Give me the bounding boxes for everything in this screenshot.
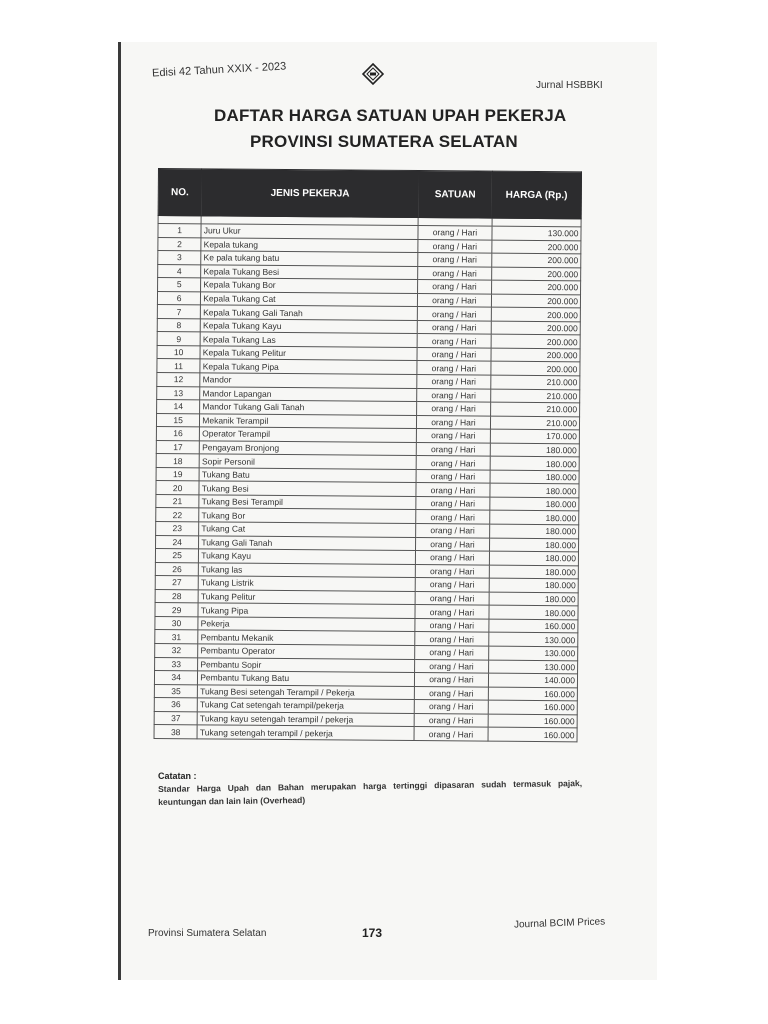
row-unit: orang / Hari bbox=[415, 578, 488, 592]
row-unit: orang / Hari bbox=[416, 537, 489, 551]
row-price: 180.000 bbox=[489, 497, 579, 511]
wage-table bbox=[154, 168, 582, 742]
row-no: 30 bbox=[155, 616, 198, 630]
row-unit: orang / Hari bbox=[416, 524, 489, 538]
footer-province: Provinsi Sumatera Selatan bbox=[148, 928, 267, 939]
edition-label: Edisi 42 Tahun XXIX - 2023 bbox=[151, 60, 287, 80]
row-price: 180.000 bbox=[489, 524, 579, 538]
row-price: 180.000 bbox=[490, 443, 580, 457]
row-job-type: Kepala Tukang Gali Tanah bbox=[201, 305, 418, 320]
diamond-emblem-icon bbox=[362, 63, 384, 85]
row-unit: orang / Hari bbox=[418, 253, 491, 267]
row-no: 20 bbox=[156, 481, 199, 495]
row-no: 23 bbox=[156, 522, 199, 536]
row-unit: orang / Hari bbox=[416, 510, 489, 524]
row-job-type: Kepala Tukang Las bbox=[200, 332, 417, 347]
row-unit: orang / Hari bbox=[417, 429, 490, 443]
row-price: 210.000 bbox=[490, 389, 580, 403]
row-price: 200.000 bbox=[491, 348, 581, 362]
row-no: 33 bbox=[155, 657, 198, 671]
row-no: 12 bbox=[157, 373, 200, 387]
row-unit: orang / Hari bbox=[415, 618, 488, 632]
row-price: 180.000 bbox=[489, 551, 579, 565]
row-no: 37 bbox=[154, 711, 197, 725]
row-unit: orang / Hari bbox=[414, 700, 487, 714]
row-unit: orang / Hari bbox=[415, 686, 488, 700]
notes-label: Catatan : bbox=[158, 771, 197, 781]
row-unit: orang / Hari bbox=[415, 673, 488, 687]
row-no: 11 bbox=[157, 359, 200, 373]
header-job-type: JENIS PEKERJA bbox=[201, 169, 418, 218]
row-job-type: Pembantu Tukang Batu bbox=[198, 671, 415, 686]
row-no: 3 bbox=[158, 251, 201, 265]
row-unit: orang / Hari bbox=[417, 388, 490, 402]
row-price: 180.000 bbox=[490, 456, 580, 470]
row-job-type: Pembantu Operator bbox=[198, 644, 415, 659]
row-unit: orang / Hari bbox=[417, 347, 490, 361]
row-no: 2 bbox=[158, 237, 201, 251]
row-job-type: Pengayam Bronjong bbox=[200, 441, 417, 456]
row-no: 38 bbox=[154, 725, 197, 739]
row-price: 160.000 bbox=[488, 619, 578, 633]
row-job-type: Kepala Tukang Bor bbox=[201, 278, 418, 293]
row-unit: orang / Hari bbox=[416, 456, 489, 470]
row-unit: orang / Hari bbox=[415, 591, 488, 605]
row-no: 5 bbox=[158, 278, 201, 292]
row-price: 180.000 bbox=[489, 565, 579, 579]
row-job-type: Kepala Tukang Pelitur bbox=[200, 346, 417, 361]
row-job-type: Tukang Pelitur bbox=[198, 590, 415, 605]
row-no: 34 bbox=[154, 671, 197, 685]
row-price: 200.000 bbox=[491, 321, 581, 335]
row-price: 200.000 bbox=[491, 334, 581, 348]
table-row bbox=[154, 725, 577, 742]
journal-label: Jurnal HSBBKI bbox=[536, 80, 603, 91]
row-price: 130.000 bbox=[488, 660, 578, 674]
row-no: 19 bbox=[156, 467, 199, 481]
row-unit: orang / Hari bbox=[417, 361, 490, 375]
header-price: HARGA (Rp.) bbox=[492, 171, 582, 219]
row-job-type: Mandor bbox=[200, 373, 417, 388]
row-job-type: Juru Ukur bbox=[201, 224, 418, 239]
row-price: 200.000 bbox=[491, 253, 581, 267]
row-unit: orang / Hari bbox=[415, 659, 488, 673]
row-unit: orang / Hari bbox=[418, 280, 491, 294]
row-no: 16 bbox=[156, 427, 199, 441]
row-no: 32 bbox=[155, 643, 198, 657]
footer-journal: Journal BCIM Prices bbox=[513, 916, 606, 931]
row-no: 9 bbox=[157, 332, 200, 346]
row-no: 17 bbox=[156, 440, 199, 454]
row-job-type: Kepala Tukang Besi bbox=[201, 264, 418, 279]
row-unit: orang / Hari bbox=[418, 307, 491, 321]
page-title: DAFTAR HARGA SATUAN UPAH PEKERJA bbox=[214, 106, 567, 125]
row-unit: orang / Hari bbox=[415, 632, 488, 646]
row-price: 180.000 bbox=[489, 592, 579, 606]
row-price: 200.000 bbox=[490, 362, 580, 376]
table-body bbox=[154, 216, 581, 742]
row-job-type: Ke pala tukang batu bbox=[201, 251, 418, 266]
row-price: 210.000 bbox=[490, 375, 580, 389]
table-header-row bbox=[158, 169, 581, 219]
page-number: 173 bbox=[362, 926, 383, 940]
row-no: 13 bbox=[157, 386, 200, 400]
row-no: 6 bbox=[157, 291, 200, 305]
row-unit: orang / Hari bbox=[417, 334, 490, 348]
row-job-type: Tukang Besi bbox=[199, 481, 416, 496]
row-job-type: Mandor Tukang Gali Tanah bbox=[200, 400, 417, 415]
row-job-type: Tukang Besi setengah Terampil / Pekerja bbox=[198, 684, 415, 699]
row-no: 15 bbox=[156, 413, 199, 427]
row-job-type: Kepala Tukang Pipa bbox=[200, 359, 417, 374]
row-unit: orang / Hari bbox=[417, 415, 490, 429]
row-price: 160.000 bbox=[488, 700, 578, 714]
row-job-type: Pekerja bbox=[198, 617, 415, 632]
row-price: 200.000 bbox=[491, 267, 581, 281]
row-unit: orang / Hari bbox=[418, 266, 491, 280]
row-unit: orang / Hari bbox=[418, 293, 491, 307]
row-no: 21 bbox=[156, 494, 199, 508]
row-unit: orang / Hari bbox=[417, 375, 490, 389]
row-price: 160.000 bbox=[488, 687, 578, 701]
row-price: 170.000 bbox=[490, 429, 580, 443]
row-no: 8 bbox=[157, 318, 200, 332]
row-price: 130.000 bbox=[488, 633, 578, 647]
row-unit: orang / Hari bbox=[414, 713, 487, 727]
row-unit: orang / Hari bbox=[417, 402, 490, 416]
row-unit: orang / Hari bbox=[416, 496, 489, 510]
row-job-type: Tukang Besi Terampil bbox=[199, 495, 416, 510]
row-job-type: Pembantu Sopir bbox=[198, 657, 415, 672]
row-no: 25 bbox=[155, 549, 198, 563]
row-job-type: Tukang Gali Tanah bbox=[199, 535, 416, 550]
row-price: 200.000 bbox=[491, 280, 581, 294]
row-no: 35 bbox=[154, 684, 197, 698]
page-subtitle: PROVINSI SUMATERA SELATAN bbox=[250, 132, 518, 151]
row-job-type: Sopir Personil bbox=[199, 454, 416, 469]
row-price: 180.000 bbox=[490, 484, 580, 498]
row-price: 200.000 bbox=[491, 307, 581, 321]
row-no: 1 bbox=[158, 224, 201, 238]
row-job-type: Kepala Tukang Kayu bbox=[200, 319, 417, 334]
row-job-type: Tukang Listrik bbox=[198, 576, 415, 591]
row-price: 180.000 bbox=[489, 605, 579, 619]
row-price: 210.000 bbox=[490, 416, 580, 430]
row-job-type: Kepala Tukang Cat bbox=[201, 292, 418, 307]
row-price: 200.000 bbox=[491, 240, 581, 254]
row-unit: orang / Hari bbox=[416, 551, 489, 565]
row-unit: orang / Hari bbox=[417, 320, 490, 334]
row-no: 36 bbox=[154, 698, 197, 712]
row-job-type: Tukang setengah terampil / pekerja bbox=[197, 725, 414, 740]
row-job-type: Tukang Bor bbox=[199, 508, 416, 523]
row-no: 28 bbox=[155, 589, 198, 603]
row-job-type: Kepala tukang bbox=[201, 237, 418, 252]
row-job-type: Operator Terampil bbox=[200, 427, 417, 442]
row-job-type: Tukang Cat bbox=[199, 522, 416, 537]
row-no: 31 bbox=[155, 630, 198, 644]
row-unit: orang / Hari bbox=[415, 605, 488, 619]
row-job-type: Mandor Lapangan bbox=[200, 386, 417, 401]
row-unit: orang / Hari bbox=[416, 564, 489, 578]
row-no: 18 bbox=[156, 454, 199, 468]
row-price: 180.000 bbox=[489, 578, 579, 592]
row-no: 29 bbox=[155, 603, 198, 617]
row-price: 180.000 bbox=[489, 511, 579, 525]
row-price: 210.000 bbox=[490, 402, 580, 416]
row-no: 24 bbox=[156, 535, 199, 549]
row-no: 10 bbox=[157, 345, 200, 359]
row-job-type: Tukang Kayu bbox=[199, 549, 416, 564]
row-unit: orang / Hari bbox=[418, 239, 491, 253]
row-price: 180.000 bbox=[490, 470, 580, 484]
row-unit: orang / Hari bbox=[418, 226, 491, 240]
row-no: 22 bbox=[156, 508, 199, 522]
row-no: 7 bbox=[157, 305, 200, 319]
row-unit: orang / Hari bbox=[416, 469, 489, 483]
row-price: 130.000 bbox=[488, 646, 578, 660]
row-unit: orang / Hari bbox=[417, 442, 490, 456]
row-no: 27 bbox=[155, 576, 198, 590]
row-unit: orang / Hari bbox=[415, 645, 488, 659]
row-job-type: Tukang Batu bbox=[199, 468, 416, 483]
row-price: 140.000 bbox=[488, 673, 578, 687]
row-job-type: Pembantu Mekanik bbox=[198, 630, 415, 645]
row-unit: orang / Hari bbox=[414, 727, 487, 741]
header-unit: SATUAN bbox=[418, 171, 492, 219]
notes-text: Standar Harga Upah dan Bahan merupakan harga tertinggi dipasaran sudah termasuk pajak, keuntungan dan lain lain (Overhead) bbox=[158, 778, 583, 807]
row-no: 4 bbox=[158, 264, 201, 278]
row-job-type: Tukang Cat setengah terampil/pekerja bbox=[198, 698, 415, 713]
header-no: NO. bbox=[158, 169, 202, 216]
row-price: 200.000 bbox=[491, 294, 581, 308]
row-price: 130.000 bbox=[492, 226, 582, 240]
row-price: 160.000 bbox=[488, 727, 578, 741]
row-price: 160.000 bbox=[488, 714, 578, 728]
row-no: 14 bbox=[157, 400, 200, 414]
row-job-type: Tukang kayu setengah terampil / pekerja bbox=[197, 712, 414, 727]
row-no: 26 bbox=[155, 562, 198, 576]
row-job-type: Mekanik Terampil bbox=[200, 413, 417, 428]
row-unit: orang / Hari bbox=[416, 483, 489, 497]
row-price: 180.000 bbox=[489, 538, 579, 552]
row-job-type: Tukang Pipa bbox=[198, 603, 415, 618]
row-job-type: Tukang las bbox=[199, 563, 416, 578]
